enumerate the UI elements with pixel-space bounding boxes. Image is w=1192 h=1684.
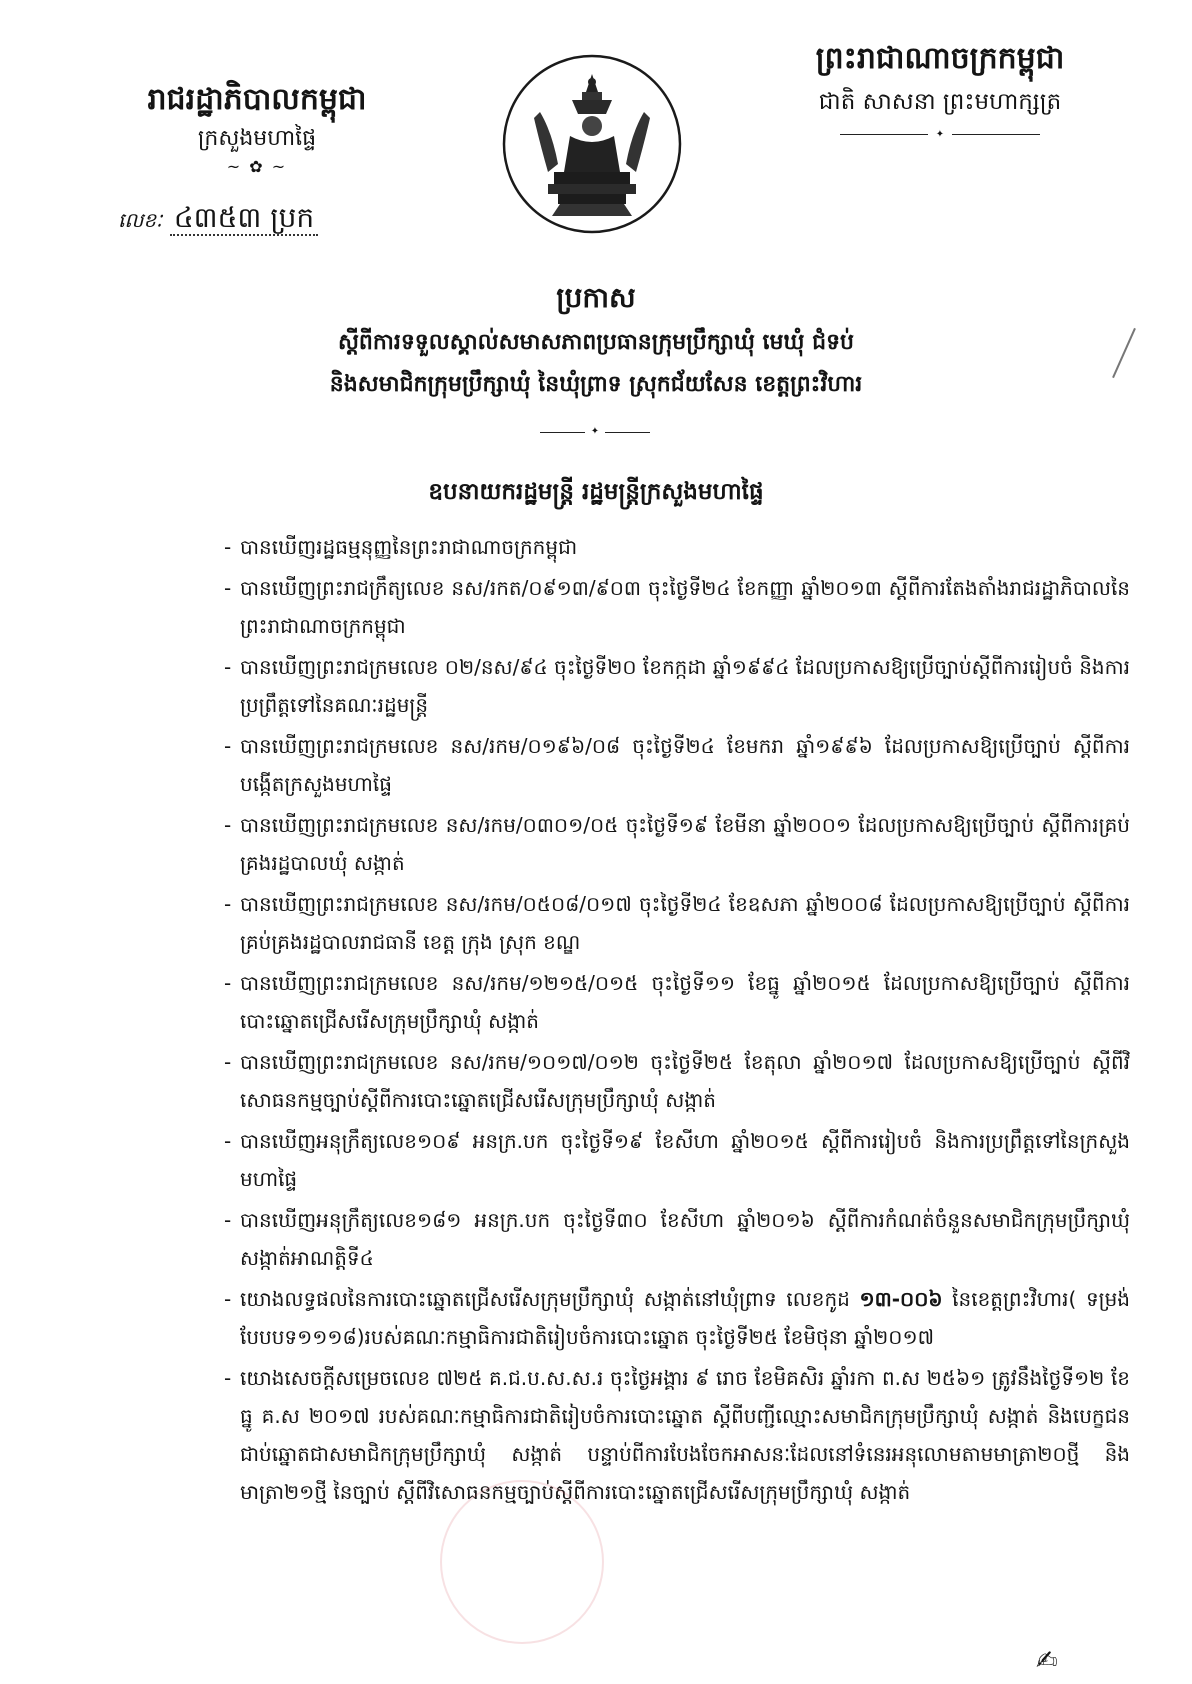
recital-item: - បានឃើញអនុក្រឹត្យលេខ១០៩ អនក្រ.បក ចុះថ្ងៃទី១៩ ខែសីហា ឆ្នាំ២០១៥ ស្តីពីការរៀបចំ និងការប្រព្រឹត្តទៅនៃក្រសួងមហាផ្ទៃ (240, 1122, 1130, 1198)
recital-text: យោងលទ្ធផលនៃការបោះឆ្នោតជ្រើសរើសក្រុមប្រឹក្សាឃុំ សង្កាត់នៅឃុំព្រាទ លេខកូដ (240, 1287, 860, 1311)
recital-item (240, 1280, 1130, 1356)
ministry-name: ក្រសួងមហាផ្ទៃ (197, 126, 317, 151)
recital-item: - បានឃើញព្រះរាជក្រមលេខ ០២/នស/៩៤ ចុះថ្ងៃទី២០ ខែកក្កដា ឆ្នាំ១៩៩៤ ដែលប្រកាសឱ្យប្រើច្បាប់ស្តីពីការរៀបចំ និងការប្រព្រឹត្តទៅនៃគណៈរដ្ឋមន្ត្រី (240, 648, 1130, 724)
divider-ornament-icon: ✦ (585, 426, 605, 438)
document-type: ប្រកាស (556, 281, 636, 314)
document-number (118, 200, 318, 241)
ornament-icon: ~ ✿ ~ (226, 157, 288, 176)
issuing-authority: ឧបនាយករដ្ឋមន្ត្រី រដ្ឋមន្ត្រីក្រសួងមហាផ្ទៃ (428, 479, 764, 505)
recital-item: - បានឃើញព្រះរាជក្រមលេខ នស/រកម/០៥០៨/០១៧ ចុះថ្ងៃទី២៤ ខែឧសភា ឆ្នាំ២០០៨ ដែលប្រកាសឱ្យប្រើច្បាប់ ស្តីពីការគ្រប់គ្រងរដ្ឋបាលរាជធានី ខេត្ត ក្រុង ស្រុក ខណ្ឌ (240, 885, 1130, 961)
recital-item: - បានឃើញព្រះរាជក្រមលេខ នស/រកម/០៣០១/០៥ ចុះថ្ងៃទី១៩ ខែមីនា ឆ្នាំ២០០១ ដែលប្រកាសឱ្យប្រើច្បាប់ ស្តីពីការគ្រប់គ្រងរដ្ឋបាលឃុំ សង្កាត់ (240, 806, 1130, 882)
kingdom-name: ព្រះរាជាណាចក្រកម្ពុជា (815, 41, 1065, 76)
recital-item: - បានឃើញអនុក្រឹត្យលេខ១៨១ អនក្រ.បក ចុះថ្ងៃទី៣០ ខែសីហា ឆ្នាំ២០១៦ ស្តីពីការកំណត់ចំនួនសមាជិកក្រុមប្រឹក្សាឃុំ សង្កាត់អាណត្តិទី៤ (240, 1201, 1130, 1277)
document-number-label: លេខៈ (118, 208, 163, 232)
government-name: រាជរដ្ឋាភិបាលកម្ពុជា (147, 82, 367, 117)
document-number-value: ៤៣៥៣ ប្រក (170, 201, 318, 236)
recital-item: - បានឃើញព្រះរាជក្រមលេខ នស/រកម/០១៩៦/០៨ ចុះថ្ងៃទី២៤ ខែមករា ឆ្នាំ១៩៩៦ ដែលប្រកាសឱ្យប្រើច្បាប់ ស្តីពីការបង្កើតក្រសួងមហាផ្ទៃ (240, 727, 1130, 803)
royal-emblem-icon (500, 52, 684, 236)
commune-code: ១៣-០០៦ (859, 1287, 943, 1311)
recitals-list (240, 528, 1130, 1514)
recital-item: - បានឃើញព្រះរាជក្រមលេខ នស/រកម/១២១៥/០១៥ ចុះថ្ងៃទី១១ ខែធ្នូ ឆ្នាំ២០១៥ ដែលប្រកាសឱ្យប្រើច្បាប់ ស្តីពីការបោះឆ្នោតជ្រើសរើសក្រុមប្រឹក្សាឃុំ សង្កាត់ (240, 964, 1130, 1040)
document-subject-line-2: និងសមាជិកក្រុមប្រឹក្សាឃុំ នៃឃុំព្រាទ ស្រុកជ័យសែន ខេត្តព្រះវិហារ (329, 372, 863, 397)
kingdom-header (770, 36, 1110, 140)
document-subject-line-1: ស្តីពីការទទួលស្គាល់សមាសភាពប្រធានក្រុមប្រឹក្សាឃុំ មេឃុំ ជំទប់ (337, 330, 854, 355)
recital-item: - បានឃើញរដ្ឋធម្មនុញ្ញនៃព្រះរាជាណាចក្រកម្ពុជា (240, 528, 1130, 566)
national-motto: ជាតិ សាសនា ព្រះមហាក្សត្រ (818, 89, 1062, 115)
ministry-header (92, 78, 422, 178)
recital-item: - យោងសេចក្តីសម្រេចលេខ ៧២៥ គ.ជ.ប.ស.ស.រ ចុះថ្ងៃអង្គារ ៩ រោច ខែមិគសិរ ឆ្នាំរកា ព.ស ២៥៦១ ត្រូវនឹងថ្ងៃទី១២ ខែធ្នូ គ.ស ២០១៧ របស់គណៈកម្មាធិការជាតិរៀបចំការបោះឆ្នោត ស្តីពីបញ្ជីឈ្មោះសមាជិកក្រុមប្រឹក្សាឃុំ សង្កាត់ និងបេក្ខជនជាប់ឆ្នោតជាសមាជិកក្រុមប្រឹក្សាឃុំ សង្កាត់ បន្ទាប់ពីការបែងចែកអាសនៈដែលនៅទំនេរអនុលោមតាមមាត្រា២០ថ្មី និងមាត្រា២១ថ្មី នៃច្បាប់ ស្តីពីវិសោធនកម្មច្បាប់ស្តីពីការបោះឆ្នោតជ្រើសរើសក្រុមប្រឹក្សាឃុំ សង្កាត់ (240, 1359, 1130, 1511)
seal-watermark (440, 1480, 604, 1644)
recital-text: នៃខេត្តព្រះវិហារ( ទម្រង់បែបបទ១១១៨)របស់គណៈកម្មាធិការជាតិរៀបចំការបោះឆ្នោត ចុះថ្ងៃទី២៥ ខែមិថុនា ឆ្នាំ២០១៧ (240, 1287, 1130, 1349)
initial-signature-icon: ✍ (1036, 1646, 1058, 1676)
recital-item: - បានឃើញព្រះរាជក្រមលេខ នស/រកម/១០១៧/០១២ ចុះថ្ងៃទី២៥ ខែតុលា ឆ្នាំ២០១៧ ដែលប្រកាសឱ្យប្រើច្បាប់ ស្តីពីវិសោធនកម្មច្បាប់ស្តីពីការបោះឆ្នោតជ្រើសរើសក្រុមប្រឹក្សាឃុំ សង្កាត់ (240, 1043, 1130, 1119)
ornament-divider-icon: ✦ (840, 130, 1040, 140)
recital-item: - បានឃើញព្រះរាជក្រឹត្យលេខ នស/រកត/០៩១៣/៩០៣ ចុះថ្ងៃទី២៤ ខែកញ្ញា ឆ្នាំ២០១៣ ស្តីពីការតែងតាំងរាជរដ្ឋាភិបាលនៃព្រះរាជាណាចក្រកម្ពុជា (240, 569, 1130, 645)
